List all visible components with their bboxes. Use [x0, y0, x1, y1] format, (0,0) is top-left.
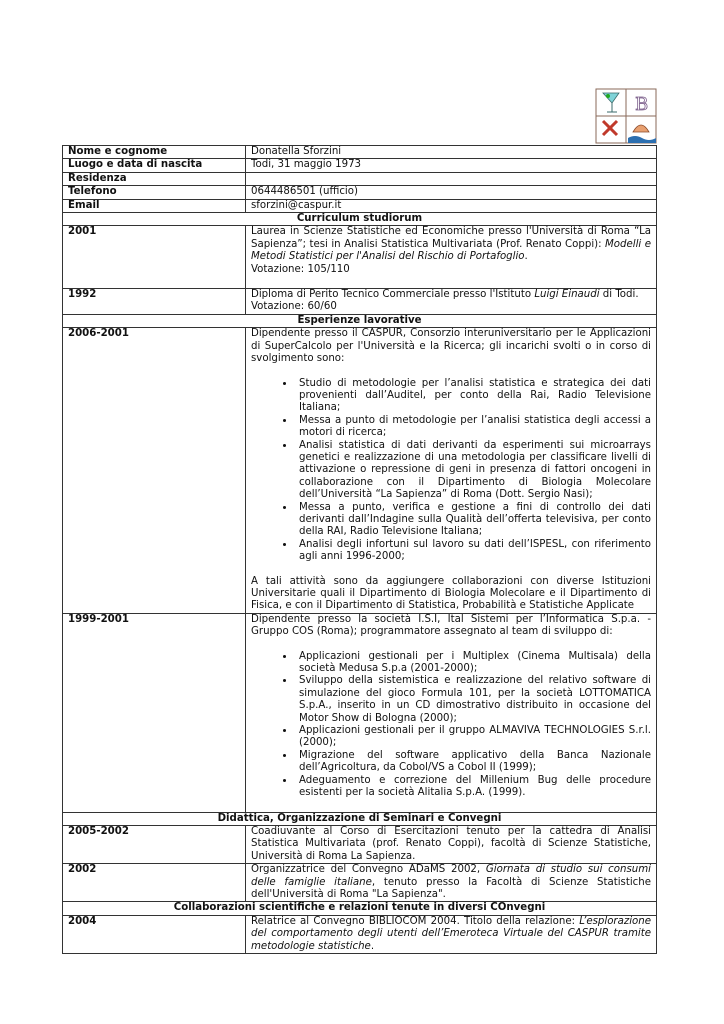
list-item: • Adeguamento e correzione del Millenium Bug delle procedure esistenti per la società Alitalia S.p.A. (1999). [295, 775, 651, 800]
study-year: 2001 [63, 226, 246, 289]
study-vote: Votazione: 60/60 [251, 301, 337, 313]
cv-table [62, 145, 657, 954]
work-intro: Dipendente presso la società I.S.I, Ital Sistemi per l’Informatica S.p.a. - Gruppo COS (Roma); programmatore assegnato al team di sviluppo di: [251, 613, 651, 638]
study-year: 1992 [63, 289, 246, 315]
value-birth: Todi, 31 maggio 1973 [246, 159, 657, 172]
teaching-text: Coadiuvante al Corso di Esercitazioni tenuto per la cattedra di Analisi Statistica Multivariata (prof. Renato Coppi), facoltà di Scienze Statistiche, Università di Roma La Sapienza. [251, 825, 651, 862]
list-item: • Messa a punto di metodologie per l’analisi statistica degli accessi a motori di ricerca; [295, 415, 651, 440]
section-studies [63, 213, 657, 226]
label-phone: Telefono [63, 186, 246, 199]
study-vote: Votazione: 105/110 [251, 263, 350, 275]
work-row [63, 613, 657, 812]
list-item: • Applicazioni gestionali per i Multiplex (Cinema Multisala) della società Medusa S.p.a (2001-2000); [295, 651, 651, 676]
work-period: 2006-2001 [63, 328, 246, 614]
study-row [63, 226, 657, 289]
list-item: • Sviluppo della sistemistica e realizzazione del relativo software di simulazione del gioco Formula 101, per la società LOTTOMATICA S.p.A., inserito in un CD dimostrativo distribuito in occasione del Motor Show di Bologna (2000); [295, 675, 651, 725]
collab-text-end: . [370, 940, 375, 952]
label-name: Nome e cognome [63, 146, 246, 159]
study-text-end: . [524, 251, 528, 263]
svg-text:B: B [635, 94, 649, 115]
section-work [63, 314, 657, 327]
list-item: • Migrazione del software applicativo della Banca Nazionale dell’Agricoltura, da Cobol/VS a Cobol II (1999); [295, 750, 651, 775]
section-title-collab: Collaborazioni scientifiche e relazioni tenute in diversi COnvegni [63, 902, 657, 915]
section-title-work: Esperienze lavorative [63, 314, 657, 327]
list-item: • Messa a punto, verifica e gestione a fini di controllo dei dati derivanti dall’Indagine sulla Qualità dell’offerta televisiva, per conto della RAI, Radio Televisione Italiana; [295, 502, 651, 539]
value-name: Donatella Sforzini [246, 146, 657, 159]
label-email: Email [63, 199, 246, 212]
teaching-period: 2002 [63, 864, 246, 902]
work-intro: Dipendente presso il CASPUR, Consorzio interuniversitario per le Applicazioni di SuperCalcolo per l'Università e la Ricerca; gli incarichi svolti o in corso di svolgimento sono: [251, 328, 651, 365]
work-description [246, 613, 657, 812]
study-description [246, 226, 657, 289]
study-thesis-title: Modelli e Metodi Statistici per l'Analisi del Rischio di Portafoglio [251, 238, 651, 263]
section-teaching [63, 812, 657, 825]
collab-row [63, 915, 657, 953]
collab-text: Relatrice al Convegno BIBLIOCOM 2004. Titolo della relazione: [251, 915, 580, 927]
label-birth: Luogo e data di nascita [63, 159, 246, 172]
monogram-b-logo [595, 88, 657, 144]
teaching-row [63, 864, 657, 902]
list-item: • Studio di metodologie per l’analisi statistica e strategica dei dati provenienti dall’Auditel, per conto della Rai, Radio Televisione Italiana; [295, 378, 651, 415]
work-period: 1999-2001 [63, 613, 246, 812]
row-residence [63, 172, 657, 185]
section-title-teaching: Didattica, Organizzazione di Seminari e Convegni [63, 812, 657, 825]
study-description [246, 289, 657, 315]
talk-title: L’esplorazione del comportamento degli utenti dell’Emeroteca Virtuale del CASPUR tramite metodologie statistiche [251, 915, 651, 952]
study-text-end: di Todi. [599, 289, 639, 301]
collab-year: 2004 [63, 915, 246, 953]
value-email[interactable]: sforzini@caspur.it [246, 199, 657, 212]
study-row [63, 289, 657, 315]
teaching-text: Organizzatrice del Convegno ADaMS 2002, [251, 864, 486, 876]
study-school-name: Luigi Einaudi [534, 289, 600, 301]
work-description [246, 328, 657, 614]
row-name [63, 146, 657, 159]
section-collab [63, 902, 657, 915]
list-item: • Analisi degli infortuni sul lavoro su dati dell’ISPESL, con riferimento agli anni 1996-2000; [295, 539, 651, 564]
row-birth [63, 159, 657, 172]
teaching-text-end: , tenuto presso la Facoltà di Scienze Statistiche dell'Università di Roma "La Sapienza". [251, 876, 651, 900]
section-title-studies: Curriculum studiorum [63, 213, 657, 226]
teaching-description [246, 825, 657, 863]
list-item: • Analisi statistica di dati derivanti da esperimenti sui microarrays genetici e realizzazione di una metodologia per classificare livelli di attivazione o repressione di geni in presenza di fattori oncogeni in collaborazione con il Dipartimento di Biologia Molecolare dell’Università “La Sapienza” di Roma (Dott. Sergio Nasi); [295, 440, 651, 502]
teaching-row [63, 825, 657, 863]
conference-title: Giornata di studio sui consumi delle famiglie italiane [251, 864, 651, 888]
collab-description [246, 915, 657, 953]
teaching-period: 2005-2002 [63, 825, 246, 863]
work-task-list [251, 651, 651, 800]
row-email [63, 199, 657, 212]
teaching-description [246, 864, 657, 902]
study-text: Diploma di Perito Tecnico Commerciale presso l'Istituto [251, 289, 535, 301]
header-logo [595, 88, 657, 144]
label-residence: Residenza [63, 172, 246, 185]
row-phone [63, 186, 657, 199]
work-task-list [251, 378, 651, 564]
work-row [63, 328, 657, 614]
work-outro: A tali attività sono da aggiungere collaborazioni con diverse Istituzioni Universitarie quali il Dipartimento di Biologia Molecolare e il Dipartimento di Fisica, e con il Dipartimento di Statistica, Probabilità e Statistiche Applicate [251, 575, 651, 612]
value-residence [246, 172, 657, 185]
value-phone: 0644486501 (ufficio) [246, 186, 657, 199]
study-text: Laurea in Scienze Statistiche ed Economiche presso l'Università di Roma “La Sapienza”; tesi in Analisi Statistica Multivariata (Prof. Renato Coppi): [251, 226, 651, 250]
list-item: • Applicazioni gestionali per il gruppo ALMAVIVA TECHNOLOGIES S.r.l. (2000); [295, 725, 651, 750]
